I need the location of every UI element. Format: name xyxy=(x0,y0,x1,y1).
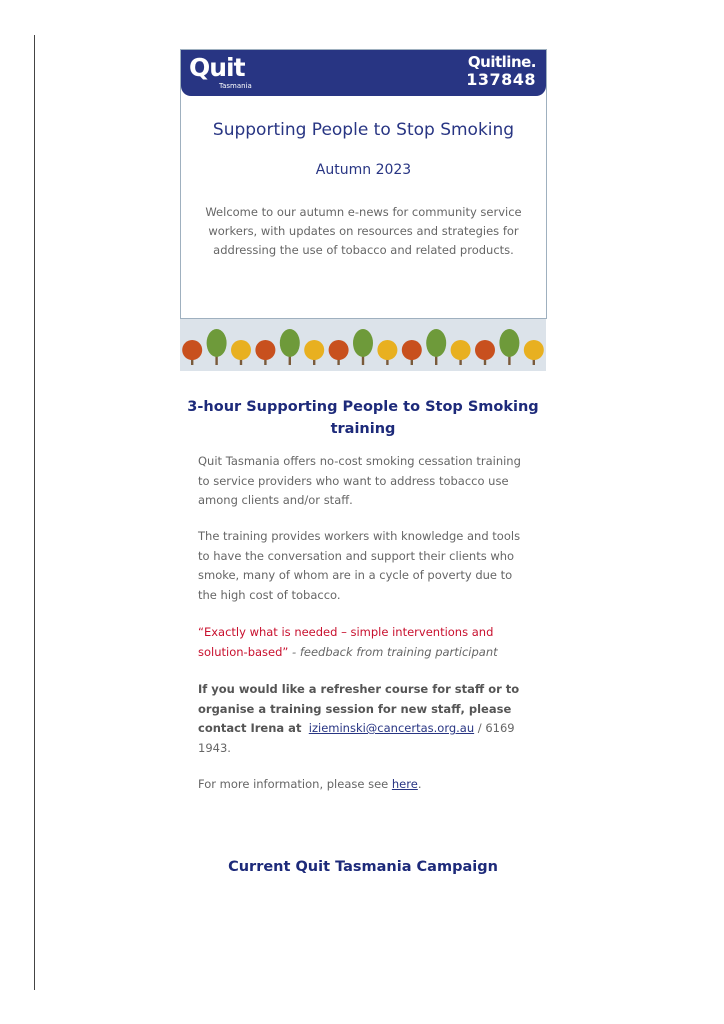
tree-icon xyxy=(377,340,397,365)
tree-icon xyxy=(524,340,544,365)
quitline-logo-number: 137848 xyxy=(466,70,536,89)
tree-icon xyxy=(304,340,324,365)
quit-tasmania-logo[interactable] xyxy=(189,53,252,90)
tree-icon xyxy=(231,340,251,365)
tree-icon xyxy=(207,329,227,365)
quote-attribution: - feedback from training participant xyxy=(288,644,498,659)
tree-icon xyxy=(353,329,373,365)
trees-illustration xyxy=(180,319,546,371)
quote-text: “Exactly what is needed – simple interventions and solution-based” xyxy=(198,625,494,659)
tree-icon xyxy=(329,340,349,365)
training-para-2: The training provides workers with knowledge and tools to have the conversation and support their clients who smoke, many of whom are in a cycle of poverty due to the high cost of tobacco. xyxy=(198,529,521,602)
tree-icon xyxy=(402,340,422,365)
tree-icon xyxy=(280,329,300,365)
trees-banner xyxy=(180,319,546,371)
more-info-suffix: . xyxy=(417,777,422,791)
training-quote xyxy=(198,623,528,662)
campaign-heading: Current Quit Tasmania Campaign xyxy=(228,859,498,875)
training-heading: 3-hour Supporting People to Stop Smoking training xyxy=(187,399,539,437)
tree-icon xyxy=(182,340,202,365)
more-info-prefix: For more information, please see xyxy=(198,777,392,791)
tree-icon xyxy=(499,329,519,365)
quit-logo-sub: Tasmania xyxy=(219,82,252,90)
tree-icon xyxy=(451,340,471,365)
tree-icon xyxy=(255,340,275,365)
quitline-logo[interactable] xyxy=(466,54,536,89)
newsletter-title: Supporting People to Stop Smoking xyxy=(212,120,515,140)
more-info xyxy=(198,775,528,795)
newsletter-edition: Autumn 2023 xyxy=(315,162,412,178)
training-para-1: Quit Tasmania offers no-cost smoking cessation training to service providers who want to address tobacco use among clients and/or staff. xyxy=(198,454,521,507)
quitline-logo-word: Quitline. xyxy=(467,53,536,71)
contact-email-link[interactable]: izieminski@cancertas.org.au xyxy=(308,721,475,735)
page-margin-line xyxy=(34,35,35,990)
tree-icon xyxy=(426,329,446,365)
contact-phone: / 6169 1943. xyxy=(198,721,515,755)
header-banner xyxy=(181,50,546,96)
more-info-link[interactable]: here xyxy=(391,777,418,791)
training-contact xyxy=(198,680,528,758)
tree-icon xyxy=(475,340,495,365)
quit-logo-word: Quit xyxy=(189,53,245,82)
header-card xyxy=(180,49,547,319)
newsletter-intro: Welcome to our autumn e-news for community service workers, with updates on resources and strategies for addressing the use of tobacco and related products. xyxy=(205,205,522,257)
contact-text: If you would like a refresher course for staff or to organise a training session for new staff, please contact Irena at xyxy=(198,682,520,735)
